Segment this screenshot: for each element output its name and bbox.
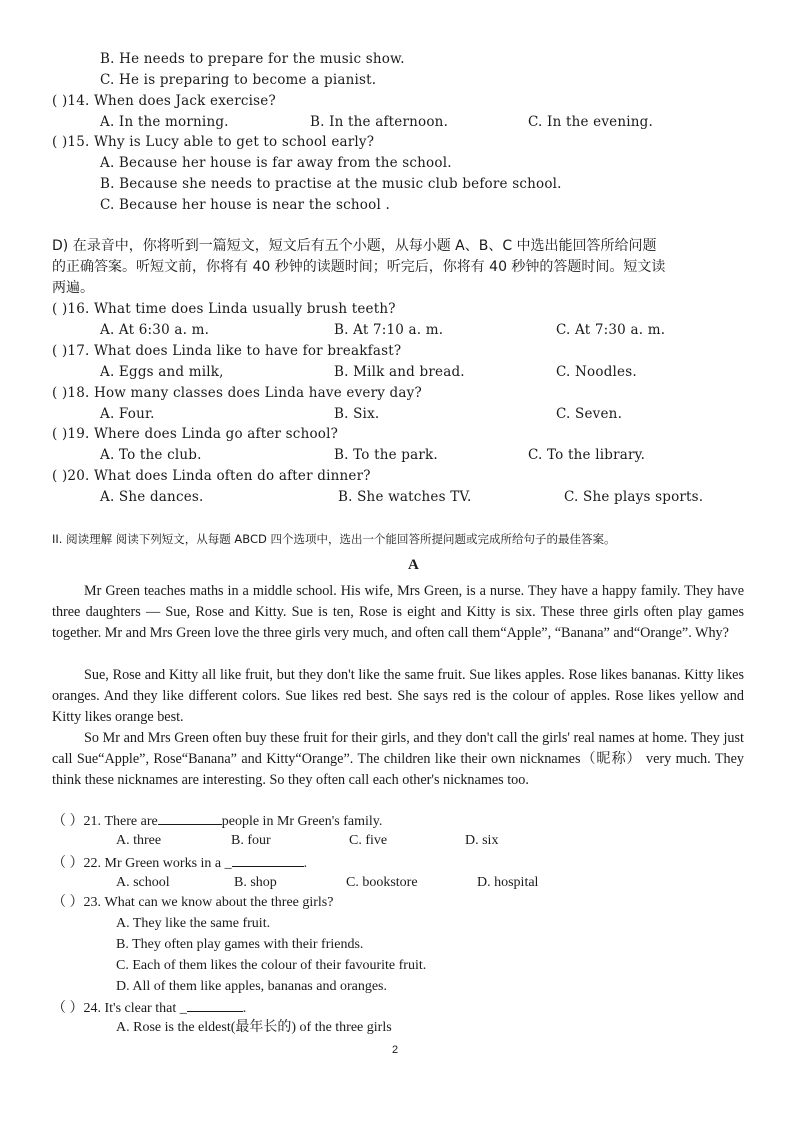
q24-stem-start: 24. It's clear that _ bbox=[83, 1001, 187, 1016]
q23-option-d: D. All of them like apples, bananas and oranges. bbox=[116, 979, 387, 994]
q18-option-c: C. Seven. bbox=[556, 406, 623, 422]
answer-paren: （ ） bbox=[52, 1001, 84, 1016]
q20-option-a: A. She dances. bbox=[100, 489, 204, 505]
q19-option-c: C. To the library. bbox=[528, 447, 646, 463]
passage-title: A bbox=[408, 557, 419, 573]
question-20: ( )20. What does Linda often do after dinner? bbox=[52, 468, 371, 484]
q23-option-c: C. Each of them likes the colour of their favourite fruit. bbox=[116, 958, 427, 973]
question-22 bbox=[52, 853, 307, 873]
question-24 bbox=[52, 998, 246, 1018]
passage-paragraph-2 bbox=[52, 665, 744, 728]
q22-option-c: C. bookstore bbox=[346, 875, 418, 890]
q22-option-b: B. shop bbox=[234, 875, 277, 890]
q22-stem-start: 22. Mr Green works in a _ bbox=[83, 856, 232, 871]
q16-option-b: B. At 7:10 a. m. bbox=[334, 322, 444, 338]
question-15: ( )15. Why is Lucy able to get to school early? bbox=[52, 134, 375, 150]
paragraph-3-text: So Mr and Mrs Green often buy these fruit for their girls, and they don't call the girls' real names at home. They just call Sue“Apple”, Rose“Banana” and Kitty“Orange”. The children like their own nicknames（昵称） very much. They think these nicknames are interesting. So they often call each other's nicknames too. bbox=[52, 730, 744, 788]
q17-option-a: A. Eggs and milk, bbox=[100, 364, 224, 380]
section-ii-instruction: II. 阅读理解 阅读下列短文，从每题 ABCD 四个选项中，选出一个能回答所提问题或完成所给句子的最佳答案。 bbox=[52, 532, 616, 546]
q14-option-a: A. In the morning. bbox=[100, 114, 229, 130]
q23-option-a: A. They like the same fruit. bbox=[116, 916, 271, 931]
q16-option-c: C. At 7:30 a. m. bbox=[556, 322, 666, 338]
q20-option-c: C. She plays sports. bbox=[564, 489, 704, 505]
paragraph-1-text: Mr Green teaches maths in a middle school. His wife, Mrs Green, is a nurse. They have a happy family. They have three daughters — Sue, Rose and Kitty. Sue is ten, Rose is eight and Kitty is six. These three girls often play games together. Mr and Mrs Green love the three girls very much, and often call them“Apple”, “Banana” and“Orange”. Why? bbox=[52, 583, 744, 641]
question-14: ( )14. When does Jack exercise? bbox=[52, 93, 276, 109]
q23-option-b: B. They often play games with their friends. bbox=[116, 937, 364, 952]
q19-option-b: B. To the park. bbox=[334, 447, 438, 463]
q16-option-a: A. At 6:30 a. m. bbox=[100, 322, 210, 338]
question-17: ( )17. What does Linda like to have for breakfast? bbox=[52, 343, 402, 359]
q18-option-b: B. Six. bbox=[334, 406, 380, 422]
question-23 bbox=[52, 894, 333, 912]
q17-option-b: B. Milk and bread. bbox=[334, 364, 465, 380]
section-d-instruction-line2: 的正确答案。听短文前，你将有 40 秒钟的读题时间；听完后，你将有 40 秒钟的答题时间。短文读 bbox=[52, 259, 666, 275]
q19-option-a: A. To the club. bbox=[100, 447, 202, 463]
q21-option-a: A. three bbox=[116, 833, 162, 848]
answer-paren: （ ） bbox=[52, 895, 84, 910]
q22-option-a: A. school bbox=[116, 875, 170, 890]
q23-stem: 23. What can we know about the three girls? bbox=[83, 895, 334, 910]
q24-stem-end: . bbox=[242, 1001, 247, 1016]
paragraph-2-text: Sue, Rose and Kitty all like fruit, but they don't like the same fruit. Sue likes apples. Rose likes bananas. Kitty likes oranges. And they like different colors. Sue likes red best. She says red is the colour of apples. Rose likes yellow and Kitty likes orange best. bbox=[52, 667, 744, 725]
question-19: ( )19. Where does Linda go after school? bbox=[52, 426, 339, 442]
q21-option-b: B. four bbox=[231, 833, 271, 848]
question-16: ( )16. What time does Linda usually brush teeth? bbox=[52, 301, 396, 317]
q21-option-d: D. six bbox=[465, 833, 499, 848]
question-18: ( )18. How many classes does Linda have every day? bbox=[52, 385, 422, 401]
q20-option-b: B. She watches TV. bbox=[338, 489, 472, 505]
q15-option-b: B. Because she needs to practise at the music club before school. bbox=[100, 176, 562, 192]
answer-blank bbox=[158, 811, 222, 825]
page-number: 2 bbox=[392, 1044, 399, 1056]
passage-paragraph-1 bbox=[52, 581, 744, 644]
q22-option-d: D. hospital bbox=[477, 875, 539, 890]
q15-option-c: C. Because her house is near the school . bbox=[100, 197, 390, 213]
q21-stem-end: people in Mr Green's family. bbox=[221, 814, 383, 829]
answer-paren: （ ） bbox=[52, 814, 84, 829]
q13-option-b: B. He needs to prepare for the music show. bbox=[100, 51, 405, 67]
q22-stem-end: . bbox=[303, 856, 308, 871]
q21-option-c: C. five bbox=[349, 833, 388, 848]
question-21 bbox=[52, 811, 382, 831]
q17-option-c: C. Noodles. bbox=[556, 364, 637, 380]
q24-option-a: A. Rose is the eldest(最年长的) of the three girls bbox=[116, 1020, 392, 1035]
q15-option-a: A. Because her house is far away from the school. bbox=[100, 155, 452, 171]
answer-blank bbox=[187, 998, 243, 1012]
answer-blank bbox=[232, 853, 304, 867]
passage-paragraph-3 bbox=[52, 728, 744, 791]
section-d-instruction-line1: D) 在录音中，你将听到一篇短文，短文后有五个小题，从每小题 A、B、C 中选出能回答所给问题 bbox=[52, 238, 657, 254]
section-d-instruction-line3: 两遍。 bbox=[52, 280, 94, 296]
q18-option-a: A. Four. bbox=[100, 406, 155, 422]
answer-paren: （ ） bbox=[52, 856, 84, 871]
q14-option-b: B. In the afternoon. bbox=[310, 114, 449, 130]
q21-stem-start: 21. There are bbox=[83, 814, 158, 829]
q14-option-c: C. In the evening. bbox=[528, 114, 653, 130]
q13-option-c: C. He is preparing to become a pianist. bbox=[100, 72, 377, 88]
